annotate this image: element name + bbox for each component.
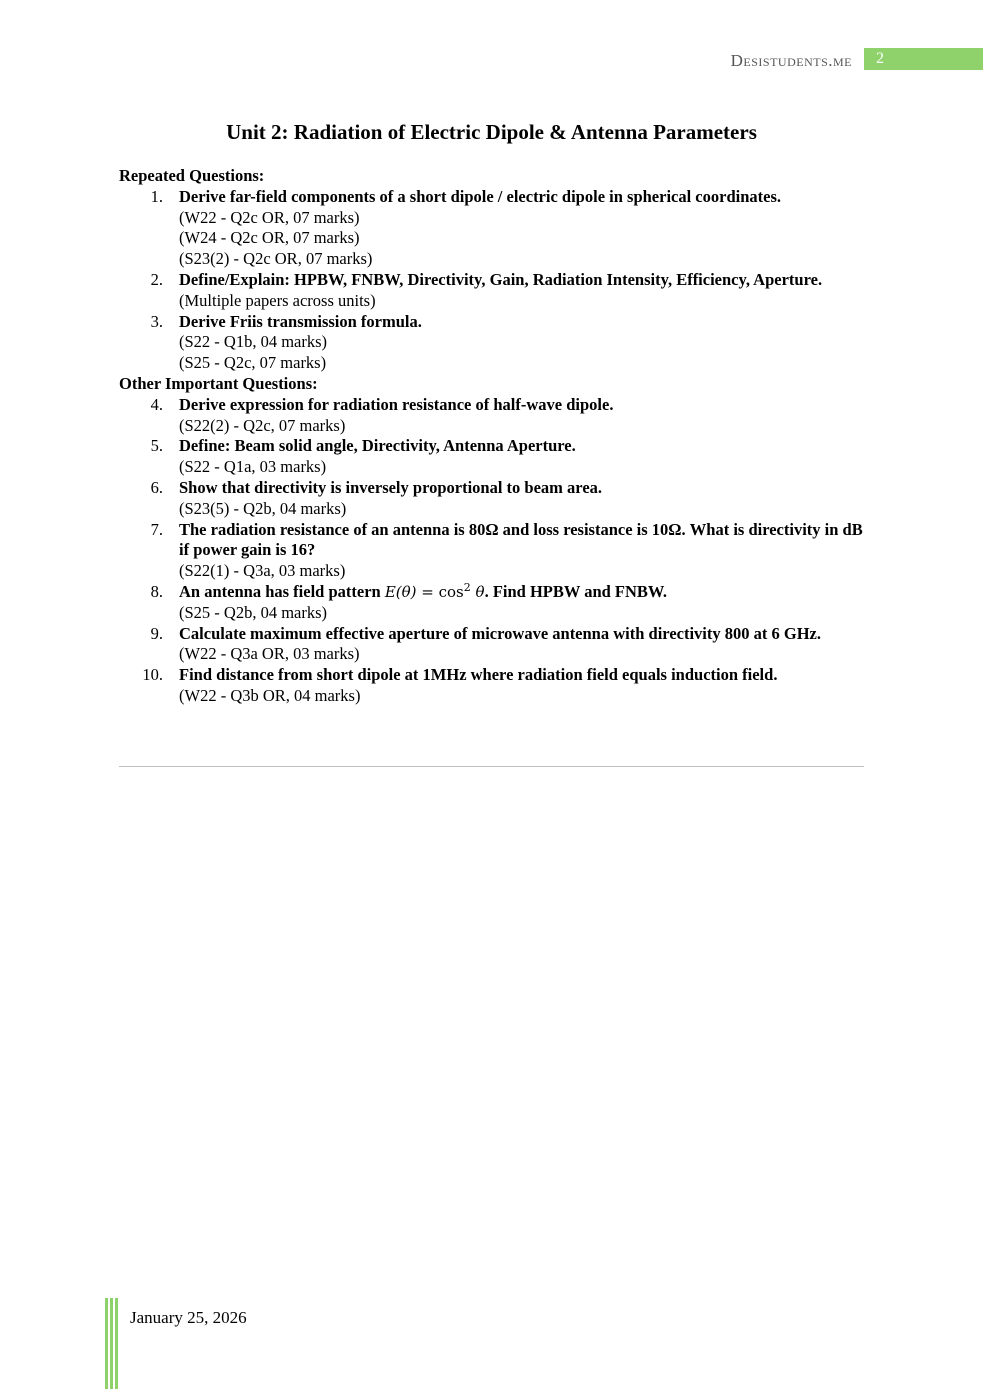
other-questions-heading: Other Important Questions: [119, 373, 318, 393]
question-number: 2. [150, 269, 163, 289]
question-item-9 [119, 624, 864, 666]
question-number: 6. [150, 477, 163, 497]
footer-bar [105, 1298, 108, 1389]
question-number: 7. [150, 519, 163, 539]
question-source: (S22(2) - Q2c, 07 marks) [179, 415, 346, 435]
question-text: Derive far-field components of a short dipole / electric dipole in spherical coordinates. [179, 186, 782, 206]
formula-lhs: E(θ) [384, 582, 417, 601]
question-source: (S22 - Q1a, 03 marks) [179, 457, 327, 477]
question-text: Define: Beam solid angle, Directivity, Antenna Aperture. [179, 436, 576, 456]
other-questions-list [119, 395, 864, 707]
formula-mid: = cos [416, 582, 464, 601]
page-number-badge: 2 [864, 48, 983, 70]
question-source: (W22 - Q3b OR, 04 marks) [179, 685, 361, 705]
question-item-4 [119, 395, 864, 437]
question-item-1 [119, 187, 864, 270]
question-item-10 [119, 665, 864, 707]
footer-bar [115, 1298, 118, 1389]
header-site-name: Desistudents.me [730, 51, 852, 70]
question-source: (W24 - Q2c OR, 07 marks) [179, 228, 360, 248]
question-number: 4. [150, 394, 163, 414]
repeated-questions-heading: Repeated Questions: [119, 166, 265, 185]
question-number: 5. [150, 436, 163, 456]
question-text: Derive expression for radiation resistance of half-wave dipole. [179, 394, 614, 414]
field-pattern-formula [384, 580, 485, 601]
question-source: (S23(5) - Q2b, 04 marks) [179, 498, 347, 518]
question-text-after: . Find HPBW and FNBW. [484, 581, 668, 601]
question-item-3 [119, 312, 864, 374]
footer-bar [110, 1298, 113, 1389]
question-source: (S23(2) - Q2c OR, 07 marks) [179, 249, 373, 269]
question-text: Derive Friis transmission formula. [179, 311, 422, 331]
question-item-5 [119, 436, 864, 478]
question-item-6 [119, 478, 864, 520]
question-item-2 [119, 270, 864, 312]
question-source: (W22 - Q2c OR, 07 marks) [179, 207, 360, 227]
question-number: 9. [150, 623, 163, 643]
question-number: 1. [150, 186, 163, 206]
question-source: (S25 - Q2b, 04 marks) [179, 602, 328, 622]
question-text [179, 582, 667, 601]
question-text: Define/Explain: HPBW, FNBW, Directivity, Gain, Radiation Intensity, Efficiency, Aperture. [179, 269, 823, 289]
question-number: 10. [142, 665, 163, 685]
question-text-before: An antenna has field pattern [179, 581, 385, 601]
page-title: Unit 2: Radiation of Electric Dipole & Antenna Parameters [226, 120, 757, 144]
question-number: 3. [150, 311, 163, 331]
repeated-questions-list [119, 187, 864, 374]
question-text: Calculate maximum effective aperture of microwave antenna with directivity 800 at 6 GHz. [179, 623, 821, 643]
footer-accent-bars [105, 1298, 119, 1389]
question-text: Find distance from short dipole at 1MHz where radiation field equals induction field. [179, 665, 778, 685]
question-content [119, 166, 864, 707]
question-source: (Multiple papers across units) [179, 290, 376, 310]
question-item-7 [119, 520, 864, 582]
formula-rhs: θ [470, 582, 485, 601]
question-source: (W22 - Q3a OR, 03 marks) [179, 644, 360, 664]
footer-date: January 25, 2026 [130, 1308, 247, 1327]
question-number: 8. [150, 581, 163, 601]
question-source: (S22 - Q1b, 04 marks) [179, 332, 328, 352]
question-text: Show that directivity is inversely proportional to beam area. [179, 477, 603, 497]
question-item-8 [119, 582, 864, 624]
formula-exponent: 2 [463, 580, 471, 594]
question-source: (S22(1) - Q3a, 03 marks) [179, 561, 346, 581]
question-text: The radiation resistance of an antenna is 80Ω and loss resistance is 10Ω. What is directivity in dB if power gain is 16? [179, 519, 863, 560]
question-source: (S25 - Q2c, 07 marks) [179, 353, 327, 373]
section-divider [119, 766, 864, 767]
